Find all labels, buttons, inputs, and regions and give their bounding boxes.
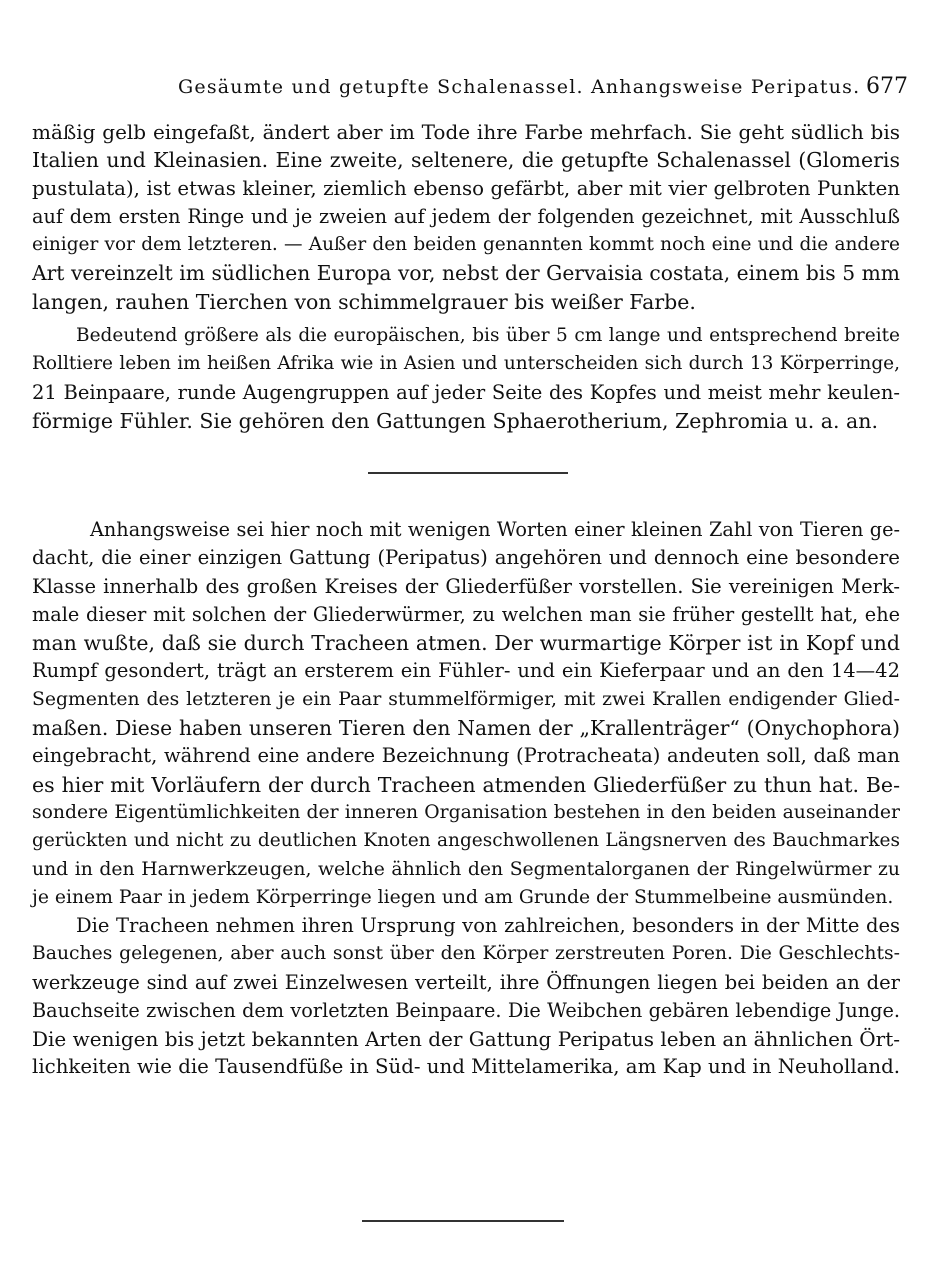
section-divider bbox=[362, 1220, 564, 1222]
text-line: lichkeiten wie die Tausendfüße in Süd- und Mittelamerika, am Kap und in Neuholland. bbox=[32, 1055, 901, 1079]
text-line: Art vereinzelt im südlichen Europa vor, nebst der Gervaisia costata, einem bis 5 mm bbox=[32, 261, 900, 286]
text-line: Rolltiere leben im heißen Afrika wie in Asien und unterscheiden sich durch 13 Körperringe, bbox=[32, 353, 900, 375]
paragraph-peripatus bbox=[32, 516, 900, 912]
text-line: es hier mit Vorläufern der durch Tracheen atmenden Gliederfüßer zu thun hat. Be- bbox=[32, 772, 900, 797]
text-line: sondere Eigentümlichkeiten der inneren Organisation bestehen in den beiden auseinander bbox=[32, 801, 900, 823]
text-line: 21 Beinpaare, runde Augengruppen auf jeder Seite des Kopfes und meist mehr keulen- bbox=[32, 380, 900, 404]
text-line: maßen. Diese haben unseren Tieren den Namen der „Krallenträger“ (Onychophora) bbox=[32, 716, 900, 741]
paragraph-rolltiere bbox=[32, 322, 900, 435]
text-line: förmige Fühler. Sie gehören den Gattungen Sphaerotherium, Zephromia u. a. an. bbox=[32, 408, 878, 433]
text-line: eingebracht, während eine andere Bezeichnung (Protracheata) andeuten soll, daß man bbox=[32, 744, 900, 768]
text-line: Bauchseite zwischen dem vorletzten Beinpaare. Die Weibchen gebären lebendige Junge. bbox=[32, 998, 900, 1022]
page-header bbox=[28, 76, 908, 106]
text-line: werkzeuge sind auf zwei Einzelwesen verteilt, ihre Öffnungen liegen bei beiden an der bbox=[32, 970, 900, 994]
text-line: male dieser mit solchen der Gliederwürmer, zu welchen man sie früher gestellt hat, ehe bbox=[32, 602, 900, 626]
paragraph-tracheen bbox=[32, 912, 900, 1082]
text-line: Italien und Kleinasien. Eine zweite, seltenere, die getupfte Schalenassel (Glomeris bbox=[32, 148, 900, 173]
text-line: einiger vor dem letzteren. — Außer den beiden genannten kommt noch eine und die andere bbox=[32, 234, 900, 256]
text-line: Bedeutend größere als die europäischen, bis über 5 cm lange und entsprechend breite bbox=[76, 325, 900, 346]
text-line: gerückten und nicht zu deutlichen Knoten angeschwollenen Längsnerven des Bauchmarkes bbox=[32, 830, 900, 852]
text-line: pustulata), ist etwas kleiner, ziemlich ebenso gefärbt, aber mit vier gelbroten Punkten bbox=[32, 176, 900, 200]
text-line: Anhangsweise sei hier noch mit wenigen Worten einer kleinen Zahl von Tieren ge- bbox=[90, 518, 900, 541]
text-line: langen, rauhen Tierchen von schimmelgrauer bis weißer Farbe. bbox=[32, 289, 696, 314]
text-line: Rumpf gesondert, trägt an ersterem ein Fühler- und ein Kieferpaar und an den 14—42 bbox=[32, 659, 900, 683]
text-line: dacht, die einer einzigen Gattung (Peripatus) angehören und dennoch eine besondere bbox=[32, 546, 900, 570]
text-line: mäßig gelb eingefaßt, ändert aber im Tode ihre Farbe mehrfach. Sie geht südlich bis bbox=[32, 120, 900, 144]
section-divider bbox=[368, 472, 568, 474]
text-line: Bauches gelegenen, aber auch sonst über den Körper zerstreuten Poren. Die Geschlechts- bbox=[32, 943, 900, 965]
text-line: Die wenigen bis jetzt bekannten Arten der Gattung Peripatus leben an ähnlichen Ört- bbox=[32, 1027, 900, 1052]
text-line: Die Tracheen nehmen ihren Ursprung von zahlreichen, besonders in der Mitte des bbox=[76, 914, 900, 937]
text-line: je einem Paar in jedem Körperringe liegen und am Grunde der Stummelbeine ausmünden. bbox=[32, 886, 894, 908]
running-title: Gesäumte und getupfte Schalenassel. Anhangsweise Peripatus. bbox=[178, 76, 861, 98]
text-line: Klasse innerhalb des großen Kreises der Gliederfüßer vorstellen. Sie vereinigen Merk- bbox=[32, 574, 900, 598]
text-line: man wußte, daß sie durch Tracheen atmen. Der wurmartige Körper ist in Kopf und bbox=[32, 631, 900, 656]
text-line: auf dem ersten Ringe und je zweien auf jedem der folgenden gezeichnet, mit Ausschluß bbox=[32, 204, 900, 228]
text-line: und in den Harnwerkzeugen, welche ähnlich den Segmentalorganen der Ringelwürmer zu bbox=[32, 858, 900, 880]
text-line: Segmenten des letzteren je ein Paar stummelförmiger, mit zwei Krallen endigender Glied- bbox=[32, 688, 900, 710]
page-number: 677 bbox=[866, 74, 908, 99]
paragraph-glomeris bbox=[32, 118, 900, 316]
